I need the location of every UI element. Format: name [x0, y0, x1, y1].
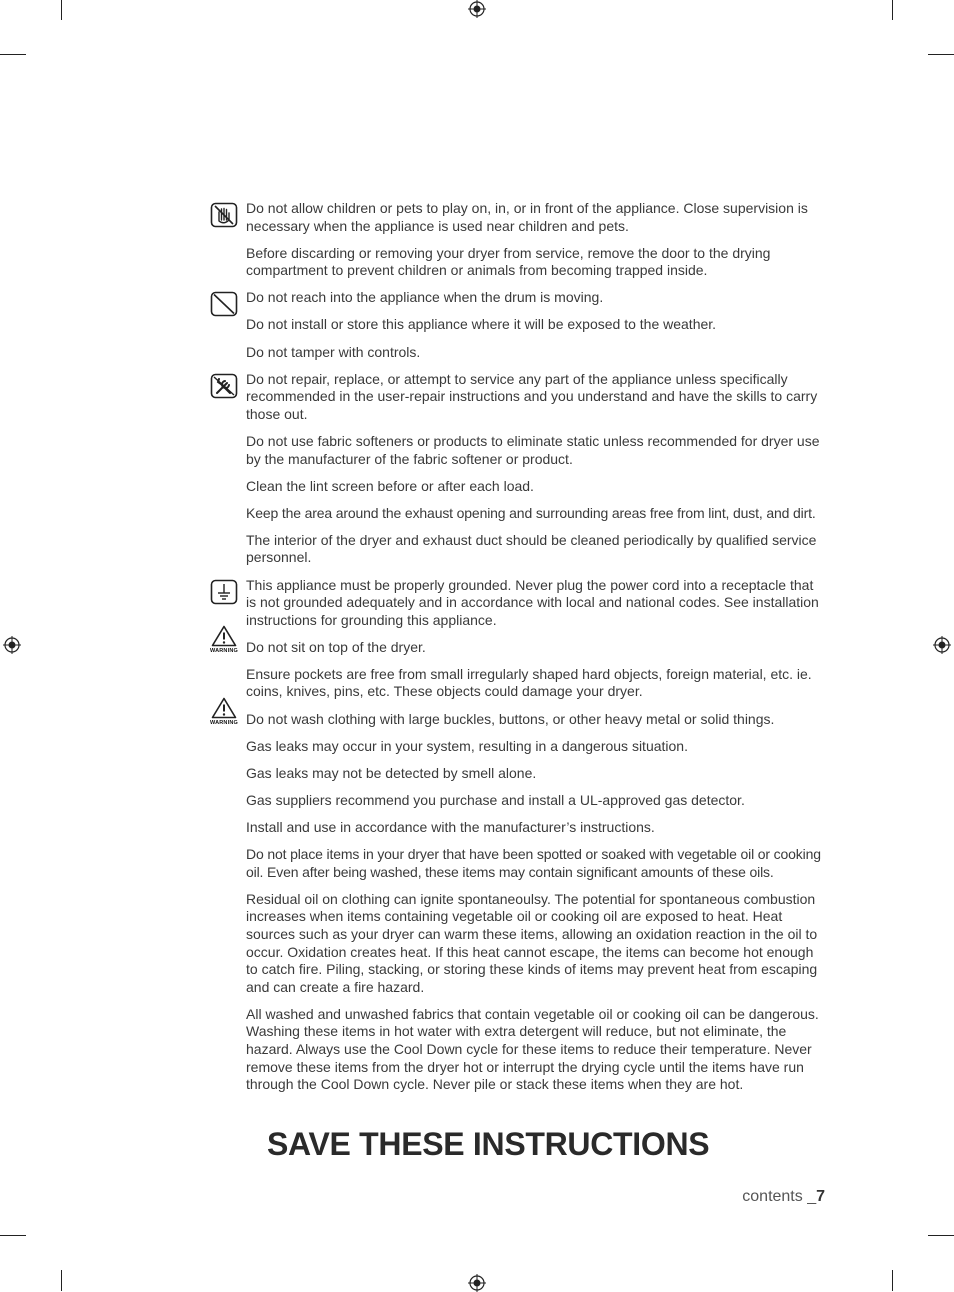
instruction-text: Do not use fabric softeners or products to eliminate static unless recommended for dryer use by the manufacturer of the fabric softener or product.: [246, 432, 820, 467]
warning-badge: [207, 697, 241, 726]
footer-label: contents _: [742, 1188, 817, 1205]
crop-mark: [61, 1270, 62, 1291]
instruction-item: [210, 316, 826, 334]
instruction-item: [210, 200, 826, 235]
instruction-item: [210, 819, 826, 837]
instruction-text: Keep the area around the exhaust opening and surrounding areas free from lint, dust, and dirt.: [246, 504, 816, 521]
instruction-text: Clean the lint screen before or after each load.: [246, 477, 534, 494]
instruction-item: [210, 666, 826, 701]
instruction-item: [210, 765, 826, 783]
crop-mark: [0, 1235, 26, 1236]
instruction-item: [210, 433, 826, 468]
crop-mark: [928, 54, 954, 55]
ground-icon: [210, 579, 238, 605]
no-hand-icon: [210, 202, 238, 228]
registration-mark-icon: [468, 0, 486, 18]
instruction-text: All washed and unwashed fabrics that contain vegetable oil or cooking oil can be dangerous. Washing these items in hot water with extra detergent will reduce, but not eliminate, the hazard. Always use the Cool Down cycle for these items to reduce their temperature. Never remove these items from the dryer hot or interrupt the drying cycle until the items have run through the Cool Down cycle. Never pile or stack these items when they are hot.: [246, 1005, 819, 1093]
registration-mark-icon: [468, 1274, 486, 1292]
instruction-item: [210, 505, 826, 523]
instruction-item: [210, 792, 826, 810]
safety-instructions-list: [210, 200, 826, 1103]
instruction-item: [210, 532, 826, 567]
page-heading: SAVE THESE INSTRUCTIONS: [267, 1126, 710, 1162]
registration-mark-icon: [3, 636, 21, 654]
no-tools-icon: [210, 373, 238, 399]
crop-mark: [61, 0, 62, 20]
instruction-item: [210, 371, 826, 424]
instruction-item: [210, 478, 826, 496]
instruction-text: Do not wash clothing with large buckles, buttons, or other heavy metal or solid things.: [246, 710, 775, 727]
instruction-item: [210, 344, 826, 362]
instruction-text: Do not tamper with controls.: [246, 343, 421, 360]
page-footer: [742, 1188, 825, 1206]
instruction-text: Install and use in accordance with the manufacturer’s instructions.: [246, 818, 655, 835]
instruction-text: Do not reach into the appliance when the drum is moving.: [246, 289, 604, 306]
warning-label: WARNING: [210, 647, 238, 654]
instruction-text: This appliance must be properly grounded. Never plug the power cord into a receptacle that is not grounded adequately and in accordance with local and national codes. See installation instructions for grounding this appliance.: [246, 576, 819, 628]
warning-label: WARNING: [210, 719, 238, 726]
instruction-text: Gas suppliers recommend you purchase and install a UL-approved gas detector.: [246, 791, 745, 808]
instruction-text: Do not place items in your dryer that have been spotted or soaked with vegetable oil or cooking oil. Even after being washed, these items may contain significant amounts of these oils.: [246, 846, 821, 880]
instruction-text: Gas leaks may not be detected by smell alone.: [246, 764, 537, 781]
crop-mark: [892, 1270, 893, 1291]
instruction-text: Do not install or store this appliance where it will be exposed to the weather.: [246, 316, 717, 333]
instruction-item: [210, 639, 826, 657]
instruction-text: Ensure pockets are free from small irregularly shaped hard objects, foreign material, etc. ie. coins, knives, pins, etc. These objects could damage your dryer.: [246, 665, 812, 700]
instruction-item: [210, 711, 826, 729]
instruction-text: Do not sit on top of the dryer.: [246, 638, 426, 655]
instruction-text: Before discarding or removing your dryer from service, remove the door to the drying compartment to prevent children or animals from becoming trapped inside.: [246, 244, 771, 279]
page-number: 7: [816, 1188, 825, 1205]
instruction-item: [210, 891, 826, 997]
instruction-item: [210, 289, 826, 307]
warning-badge: [207, 625, 241, 654]
warning-icon: [211, 625, 237, 647]
registration-mark-icon: [933, 636, 951, 654]
instruction-item: [210, 577, 826, 630]
instruction-item: [210, 1006, 826, 1094]
warning-icon: [211, 697, 237, 719]
crop-mark: [892, 0, 893, 20]
crop-mark: [928, 1235, 954, 1236]
instruction-item: [210, 245, 826, 280]
instruction-text: Residual oil on clothing can ignite spontaneoulsy. The potential for spontaneous combustion increases when items containing vegetable oil or cooking oil are exposed to heat. Heat sources such as your dryer can warm these items, allowing an oxidation reaction in the oil to occur. Oxidation creates heat. If this heat cannot escape, the items can become hot enough to catch fire. Piling, stacking, or storing these kinds of items may prevent heat from escaping and can create a fire hazard.: [246, 890, 818, 995]
instruction-item: [210, 846, 826, 881]
instruction-text: The interior of the dryer and exhaust duct should be cleaned periodically by qualified service personnel.: [246, 531, 817, 566]
instruction-text: Do not allow children or pets to play on, in, or in front of the appliance. Close supervision is necessary when the appliance is used near children and pets.: [246, 200, 808, 234]
prohibited-icon: [210, 291, 238, 317]
instruction-text: Gas leaks may occur in your system, resulting in a dangerous situation.: [246, 737, 688, 754]
instruction-item: [210, 738, 826, 756]
crop-mark: [0, 54, 26, 55]
instruction-text: Do not repair, replace, or attempt to service any part of the appliance unless specifically recommended in the user-repair instructions and you understand and have the skills to carry those out.: [246, 370, 818, 422]
